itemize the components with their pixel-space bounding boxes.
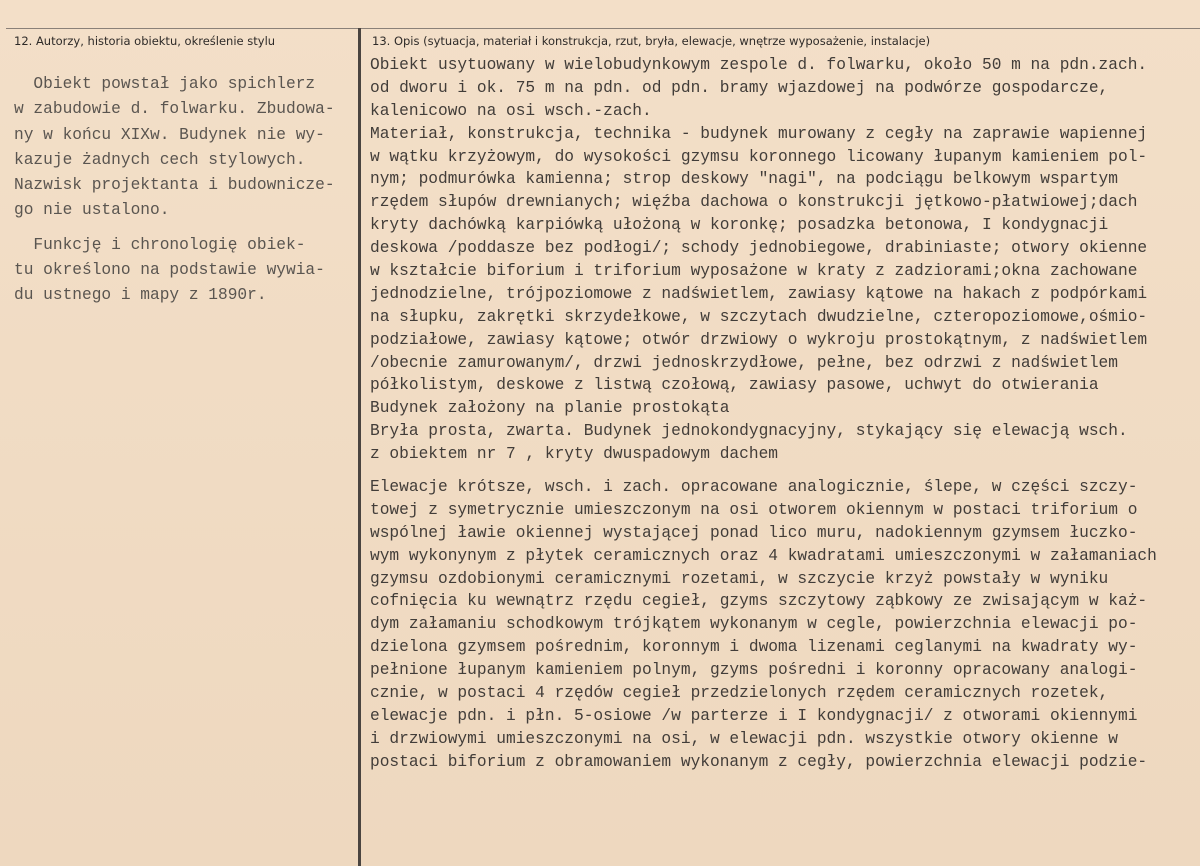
- text-line: Nazwisk projektanta i budownicze-: [14, 176, 335, 195]
- text-line: pełnione łupanym kamieniem polnym, gzyms pośredni i koronny opracowany analogi-: [370, 661, 1138, 680]
- text-line: wym wykonynym z płytek ceramicznych oraz 4 kwadratami umieszczonymi w załamaniach: [370, 546, 1157, 565]
- history-paragraph-1: [14, 72, 350, 224]
- text-line: deskowa /poddasze bez podłogi/; schody jednobiegowe, drabiniaste; otwory okienne: [370, 239, 1148, 258]
- description-text: [370, 54, 1200, 774]
- text-line: półkolistym, deskowe z listwą czołową, zawiasy pasowe, uchwyt do otwierania: [370, 376, 1099, 395]
- text-line: go nie ustalono.: [14, 201, 170, 220]
- text-line: podziałowe, zawiasy kątowe; otwór drzwiowy o wykroju prostokątnym, z nadświetlem: [370, 330, 1148, 349]
- text-line: z obiektem nr 7 , kryty dwuspadowym dachem: [370, 445, 778, 464]
- text-line: Funkcję i chronologię obiek-: [14, 235, 306, 254]
- text-line: tu określono na podstawie wywia-: [14, 261, 325, 280]
- history-paragraph-2: [14, 233, 350, 309]
- text-line: Budynek założony na planie prostokąta: [370, 399, 730, 418]
- text-line: elewacje pdn. i płn. 5-osiowe /w parterze i I kondygnacji/ z otworami okiennymi: [370, 706, 1138, 725]
- text-line: Bryła prosta, zwarta. Budynek jednokondygnacyjny, stykający się elewacją wsch.: [370, 422, 1128, 441]
- text-line: kazuje żadnych cech stylowych.: [14, 150, 306, 169]
- text-line: Materiał, konstrukcja, technika - budynek murowany z cegły na zaprawie wapiennej: [370, 124, 1148, 143]
- text-line: w kształcie biforium i triforium wyposażone w kraty z zadziorami;okna zachowane: [370, 262, 1138, 281]
- text-line: dym załamaniu schodkowym trójkątem wykonanym w cegle, powierzchnia elewacji po-: [370, 615, 1138, 634]
- text-line: i drzwiowymi umieszczonymi na osi, w elewacji pdn. wszystkie otwory okienne w: [370, 729, 1118, 748]
- text-line: wspólnej ławie okiennej wystającej ponad lico muru, nadokiennym gzymsem łuczko-: [370, 523, 1138, 542]
- text-line: cofnięcia ku wewnątrz rzędu cegieł, gzyms szczytowy ząbkowy ze zwisającym w każ-: [370, 592, 1148, 611]
- text-line: kalenicowo na osi wsch.-zach.: [370, 101, 652, 120]
- text-line: na słupku, zakrętki skrzydełkowe, w szczytach dwudzielne, czteropoziomowe,ośmio-: [370, 307, 1148, 326]
- section-12-header: 12. Autorzy, historia obiektu, określenie stylu: [14, 34, 276, 48]
- text-line: dzielona gzymsem pośrednim, koronnym i dwoma lizenami ceglanymi na kwadraty wy-: [370, 638, 1138, 657]
- description-block-1: [370, 54, 1200, 466]
- text-line: nym; podmurówka kamienna; strop deskowy "nagi", na podciągu belkowym wspartym: [370, 170, 1118, 189]
- text-line: kryty dachówką karpiówką ułożoną w koronkę; posadzka betonowa, I kondygnacji: [370, 216, 1109, 235]
- text-line: /obecnie zamurowanym/, drzwi jednoskrzydłowe, pełne, bez odrzwi z nadświetlem: [370, 353, 1118, 372]
- text-line: od dworu i ok. 75 m na pdn. od pdn. bramy wjazdowej na podwórze gospodarcze,: [370, 78, 1109, 97]
- text-line: Obiekt usytuowany w wielobudynkowym zespole d. folwarku, około 50 m na pdn.zach.: [370, 56, 1148, 74]
- top-rule: [6, 28, 1200, 29]
- text-line: towej z symetrycznie umieszczonym na osi otworem okiennym w postaci triforium o: [370, 500, 1138, 519]
- text-line: du ustnego i mapy z 1890r.: [14, 286, 267, 305]
- text-line: Obiekt powstał jako spichlerz: [14, 75, 316, 93]
- text-line: postaci biforium z obramowaniem wykonanym z cegły, powierzchnia elewacji podzie-: [370, 752, 1148, 771]
- text-line: rzędem słupów drewnianych; więźba dachowa o konstrukcji jętkowo-płatwiowej;dach: [370, 193, 1138, 212]
- text-line: ny w końcu XIXw. Budynek nie wy-: [14, 125, 325, 144]
- text-line: cznie, w postaci 4 rzędów cegieł przedzielonych rzędem ceramicznych rozetek,: [370, 684, 1109, 703]
- text-line: w wątku krzyżowym, do wysokości gzymsu koronnego licowany łupanym kamieniem pol-: [370, 147, 1148, 166]
- description-block-2: [370, 476, 1200, 774]
- text-line: Elewacje krótsze, wsch. i zach. opracowane analogicznie, ślepe, w części szczy-: [370, 478, 1138, 497]
- text-line: w zabudowie d. folwarku. Zbudowa-: [14, 100, 335, 119]
- section-13-header: 13. Opis (sytuacja, materiał i konstrukcja, rzut, bryła, elewacje, wnętrze wyposażenie, instalacje): [372, 34, 931, 48]
- text-line: gzymsu ozdobionymi ceramicznymi rozetami, w szczycie krzyż powstały w wyniku: [370, 569, 1109, 588]
- text-line: jednodzielne, trójpoziomowe z nadświetlem, zawiasy kątowe na hakach z podpórkami: [370, 284, 1148, 303]
- column-divider: [358, 28, 361, 866]
- authors-history-text: [14, 72, 350, 309]
